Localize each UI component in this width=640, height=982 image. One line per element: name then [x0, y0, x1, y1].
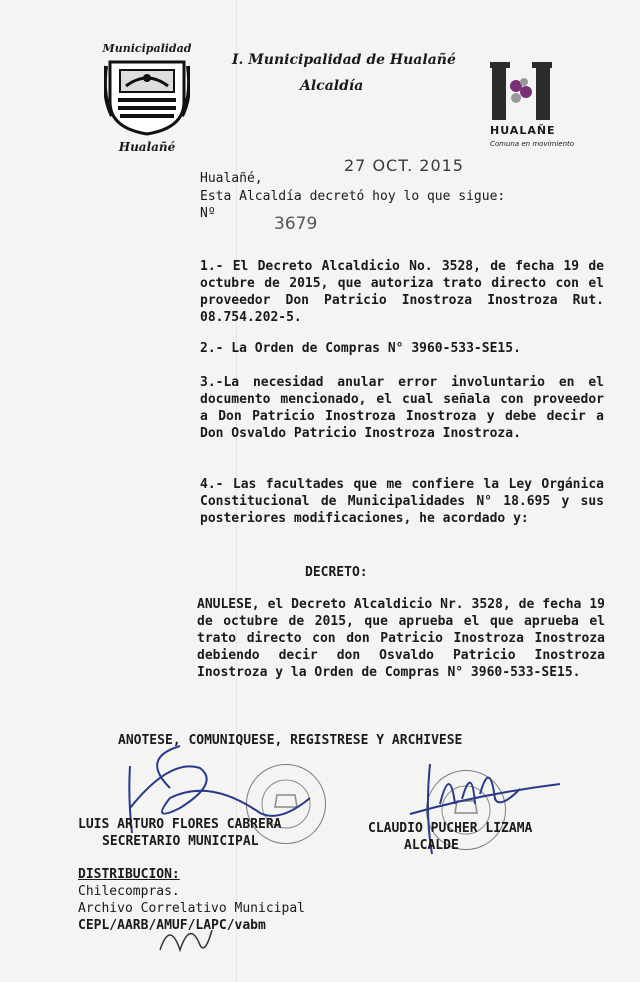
header-title: I. Municipalidad de Hualañé [232, 52, 456, 68]
place-line: Hualañé, [200, 171, 263, 186]
signatory-1-title: SECRETARIO MUNICIPAL [102, 834, 259, 849]
logo-tagline: Comuna en movimiento [490, 140, 575, 148]
closing-line: ANOTESE, COMUNIQUESE, REGISTRESE Y ARCHIVESE [118, 733, 463, 748]
item-2: 2.- La Orden de Compras N° 3960-533-SE15. [200, 341, 521, 356]
date-stamp: 27 OCT. 2015 [344, 156, 464, 175]
decree-number-stamp: 3679 [274, 214, 318, 234]
number-label: Nº [200, 206, 216, 221]
intro-line: Esta Alcaldía decretó hoy lo que sigue: [200, 189, 506, 204]
crest-subtitle: Hualañé [118, 140, 176, 154]
initials-scribble [150, 910, 220, 962]
municipal-crest [96, 42, 198, 154]
decreto-body: ANULESE, el Decreto Alcaldicio Nr. 3528, de fecha 19 de octubre de 2015, que aprueba el que aprueba el trato directo con don Patricio Inostroza Inostroza debiendo decir don Osvaldo Patricio Inostroza Inostroza y la Orden de Compras N° 3960-533-SE15. [197, 597, 605, 680]
hualane-logo [486, 60, 576, 155]
item-4: 4.- Las facultades que me confiere la Ley Orgánica Constitucional de Municipalidades N° 18.695 y sus posteriores modificaciones, he acordado y: [200, 477, 604, 526]
signatory-2-title: ALCALDE [404, 838, 459, 853]
crest-title: Municipalidad [102, 42, 192, 55]
signatory-1-name: LUIS ARTURO FLORES CABRERA [78, 817, 282, 832]
distribution-line-1: Chilecompras. [78, 884, 180, 899]
distribution-heading: DISTRIBUCION: [78, 867, 180, 882]
logo-name: HUALAÑE [490, 124, 556, 137]
distribution-line-2: Archivo Correlativo Municipal [78, 901, 305, 916]
hualane-h-logo-icon [486, 60, 556, 122]
item-1: 1.- El Decreto Alcaldicio No. 3528, de fecha 19 de octubre de 2015, que autoriza trato directo con el proveedor Don Patricio Inostroza Inostroza Rut. 08.754.202-5. [200, 259, 604, 325]
item-3: 3.-La necesidad anular error involuntario en el documento mencionado, el cual señala con proveedor a Don Patricio Inostroza Inostroza y debe decir a Don Osvaldo Patricio Inostroza Inostroza. [200, 375, 604, 441]
distribution-initials: CEPL/AARB/AMUF/LAPC/vabm [78, 918, 266, 933]
signatory-2-name: CLAUDIO PUCHER LIZAMA [368, 821, 533, 836]
decreto-heading: DECRETO: [305, 565, 368, 580]
crest-shield-icon [104, 56, 190, 136]
header-subtitle: Alcaldía [300, 78, 364, 94]
